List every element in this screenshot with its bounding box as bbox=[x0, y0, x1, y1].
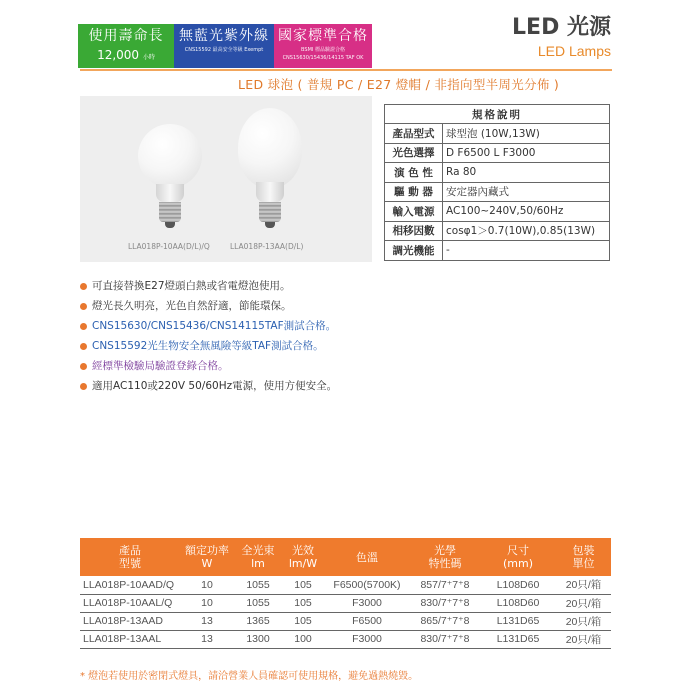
col-package: 包裝 單位 bbox=[556, 538, 611, 576]
header-divider bbox=[80, 69, 612, 71]
national-standard-note2: CNS15630/15436/14115 TAF OK bbox=[282, 55, 364, 61]
feature-list bbox=[80, 276, 337, 396]
spec-row bbox=[385, 241, 610, 261]
cell-lumen: 1055 bbox=[234, 594, 282, 612]
table-row bbox=[80, 594, 611, 612]
bulb-10w-neck bbox=[156, 184, 184, 202]
spec-value: cosφ1＞0.7(10W),0.85(13W) bbox=[443, 221, 610, 241]
cell-model: LLA018P-13AAL bbox=[80, 630, 180, 648]
feature-item: 燈光長久明亮，光色自然舒適，節能環保。 bbox=[80, 296, 337, 316]
cell-efficacy: 105 bbox=[282, 576, 324, 594]
cell-cct: F3000 bbox=[324, 630, 410, 648]
bulb-10w-base bbox=[159, 202, 181, 222]
bullet-dot-icon bbox=[80, 363, 87, 370]
cell-package: 20只/箱 bbox=[556, 594, 611, 612]
lifespan-value: 12,000 小時 bbox=[97, 48, 155, 62]
spec-key: 光色選擇 bbox=[385, 143, 443, 163]
spec-key: 驅 動 器 bbox=[385, 182, 443, 202]
bulb-13w-base bbox=[259, 202, 281, 222]
cell-size: L108D60 bbox=[480, 594, 556, 612]
spec-row bbox=[385, 124, 610, 144]
spec-value: Ra 80 bbox=[443, 163, 610, 183]
cell-model: LLA018P-13AAD bbox=[80, 612, 180, 630]
cell-cct: F3000 bbox=[324, 594, 410, 612]
bullet-dot-icon bbox=[80, 383, 87, 390]
col-optical-code: 光學 特性碼 bbox=[410, 538, 480, 576]
cell-size: L131D65 bbox=[480, 630, 556, 648]
spec-key: 相移因數 bbox=[385, 221, 443, 241]
cell-lumen: 1055 bbox=[234, 576, 282, 594]
spec-row bbox=[385, 182, 610, 202]
spec-row bbox=[385, 163, 610, 183]
cell-optical-code: 830/7⁺7⁺8 bbox=[410, 594, 480, 612]
spec-header: 規格說明 bbox=[385, 105, 610, 124]
national-standard-note1: BSMI 標品驗證合格 bbox=[301, 47, 345, 53]
spec-row bbox=[385, 143, 610, 163]
col-model: 產品 型號 bbox=[80, 538, 180, 576]
col-power: 額定功率 W bbox=[180, 538, 234, 576]
bullet-dot-icon bbox=[80, 303, 87, 310]
cell-size: L108D60 bbox=[480, 576, 556, 594]
bullet-dot-icon bbox=[80, 283, 87, 290]
cell-efficacy: 100 bbox=[282, 630, 324, 648]
national-standard-badge bbox=[274, 24, 372, 68]
bulb-10w-glass bbox=[138, 124, 202, 188]
col-efficacy: 光效 lm/W bbox=[282, 538, 324, 576]
feature-item: CNS15630/CNS15436/CNS14115TAF測試合格。 bbox=[80, 316, 337, 336]
no-blue-uv-note: CNS15592 最高安全等級 Exempt bbox=[184, 47, 264, 53]
feature-item: 經標準檢驗局驗證登錄合格。 bbox=[80, 356, 337, 376]
brand-title: LED 光源 bbox=[512, 15, 611, 40]
table-row bbox=[80, 612, 611, 630]
cell-cct: F6500 bbox=[324, 612, 410, 630]
no-blue-uv-badge bbox=[174, 24, 274, 68]
cell-package: 20只/箱 bbox=[556, 576, 611, 594]
bulb-13w-glass bbox=[238, 108, 302, 188]
feature-item: CNS15592光生物安全無風險等級TAF測試合格。 bbox=[80, 336, 337, 356]
spec-value: 安定器內藏式 bbox=[443, 182, 610, 202]
bulb-10w-tip bbox=[165, 222, 175, 228]
feature-item: 可直接替換E27燈頭白熱或省電燈泡使用。 bbox=[80, 276, 337, 296]
col-size: 尺寸 (mm) bbox=[480, 538, 556, 576]
bulb-13w-neck bbox=[256, 182, 284, 202]
spec-value: - bbox=[443, 241, 610, 261]
cell-lumen: 1300 bbox=[234, 630, 282, 648]
product-table bbox=[80, 538, 611, 649]
product-subtitle: LED 球泡 ( 普規 PC / E27 燈帽 / 非指向型半周光分佈 ) bbox=[238, 77, 560, 92]
feature-item: 適用AC110或220V 50/60Hz電源，使用方便安全。 bbox=[80, 376, 337, 396]
cell-package: 20只/箱 bbox=[556, 612, 611, 630]
cell-lumen: 1365 bbox=[234, 612, 282, 630]
spec-value: D F6500 L F3000 bbox=[443, 143, 610, 163]
cell-optical-code: 857/7⁺7⁺8 bbox=[410, 576, 480, 594]
cell-power: 13 bbox=[180, 612, 234, 630]
cell-power: 10 bbox=[180, 594, 234, 612]
brand-subtitle: LED Lamps bbox=[537, 43, 611, 59]
footnote: * 燈泡若使用於密閉式燈具，請洽營業人員確認可使用規格，避免過熱燒毀。 bbox=[80, 671, 419, 682]
table-row bbox=[80, 576, 611, 594]
cell-optical-code: 865/7⁺7⁺8 bbox=[410, 612, 480, 630]
cell-optical-code: 830/7⁺7⁺8 bbox=[410, 630, 480, 648]
spec-value: 球型泡 (10W,13W) bbox=[443, 124, 610, 144]
spec-table bbox=[384, 104, 610, 261]
spec-key: 演 色 性 bbox=[385, 163, 443, 183]
table-row bbox=[80, 630, 611, 648]
spec-key: 產品型式 bbox=[385, 124, 443, 144]
spec-key: 輸入電源 bbox=[385, 202, 443, 222]
spec-row bbox=[385, 221, 610, 241]
cell-power: 10 bbox=[180, 576, 234, 594]
col-lumen: 全光束 lm bbox=[234, 538, 282, 576]
cell-model: LLA018P-10AAL/Q bbox=[80, 594, 180, 612]
lifespan-badge bbox=[78, 24, 174, 68]
national-standard-title: 國家標準合格 bbox=[278, 28, 368, 44]
cell-power: 13 bbox=[180, 630, 234, 648]
no-blue-uv-title: 無藍光紫外線 bbox=[179, 28, 269, 44]
lifespan-title: 使用壽命長 bbox=[88, 28, 164, 44]
photo-caption-left: LLA018P-10AA(D/L)/Q bbox=[128, 242, 210, 251]
cell-efficacy: 105 bbox=[282, 594, 324, 612]
bulb-13w-tip bbox=[265, 222, 275, 228]
bullet-dot-icon bbox=[80, 343, 87, 350]
spec-row bbox=[385, 202, 610, 222]
col-cct: 色溫 bbox=[324, 538, 410, 576]
spec-key: 調光機能 bbox=[385, 241, 443, 261]
cell-efficacy: 105 bbox=[282, 612, 324, 630]
photo-caption-right: LLA018P-13AA(D/L) bbox=[230, 242, 304, 251]
product-photo bbox=[80, 96, 372, 262]
cell-cct: F6500(5700K) bbox=[324, 576, 410, 594]
cell-model: LLA018P-10AAD/Q bbox=[80, 576, 180, 594]
product-table-header bbox=[80, 538, 611, 576]
cell-package: 20只/箱 bbox=[556, 630, 611, 648]
spec-value: AC100~240V,50/60Hz bbox=[443, 202, 610, 222]
cell-size: L131D65 bbox=[480, 612, 556, 630]
bullet-dot-icon bbox=[80, 323, 87, 330]
